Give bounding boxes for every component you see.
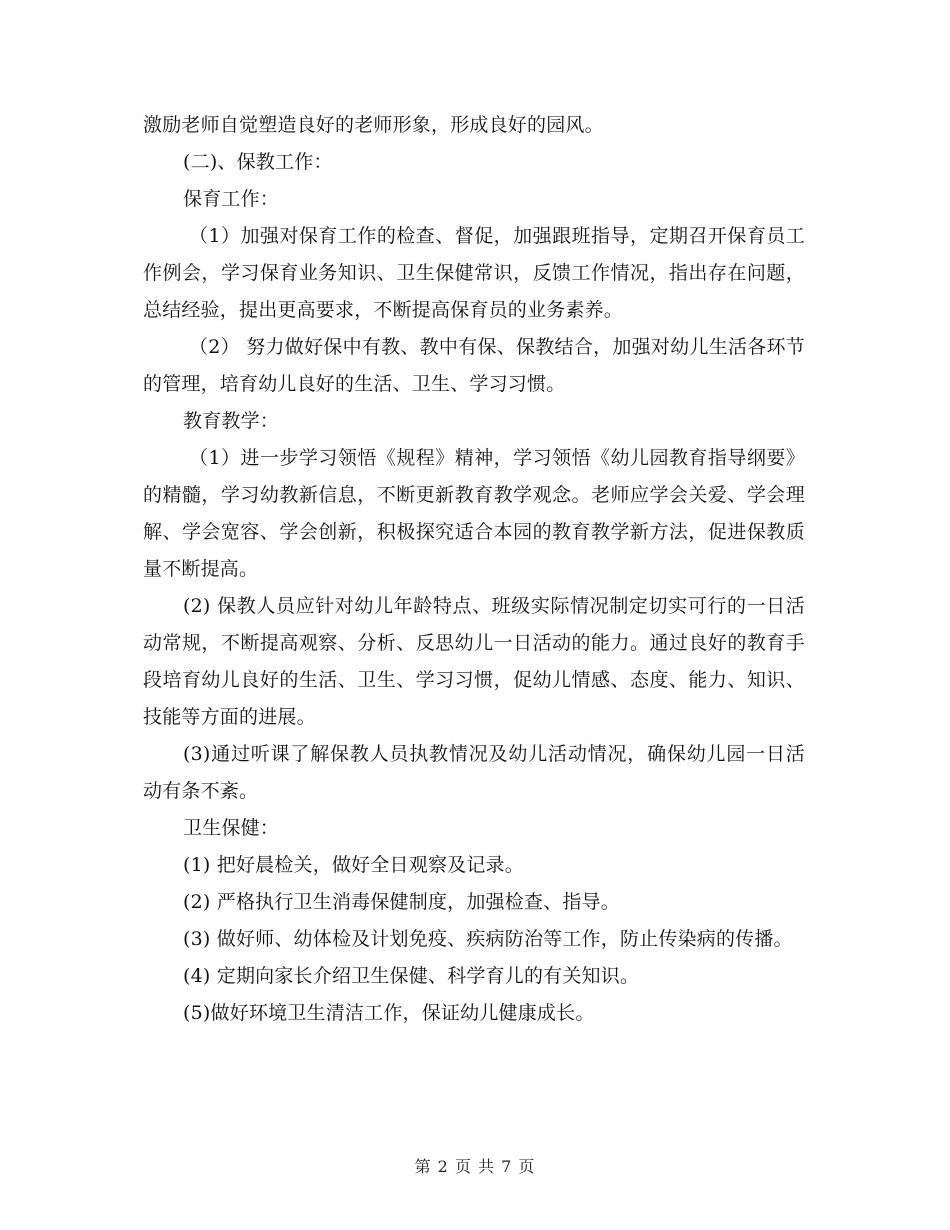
list-item: (2) 严格执行卫生消毒保健制度，加强检查、指导。: [183, 891, 620, 913]
subsection-heading: 教育教学：: [183, 410, 280, 432]
subsection-heading: 保育工作：: [183, 188, 280, 210]
paragraph: （1）加强对保育工作的检查、督促，加强跟班指导，定期召开保育员工作例会，学习保育业务知识、卫生保健常识，反馈工作情况，指出存在问题，总结经验，提出更高要求，不断提高保育员的业务素养。: [143, 225, 805, 321]
page-number-footer: 第 2 页 共 7 页: [414, 1157, 536, 1176]
subsection-heading: 卫生保健：: [183, 817, 280, 839]
list-item: (1) 把好晨检关，做好全日观察及记录。: [183, 854, 524, 876]
list-item: (5)做好环境卫生清洁工作，保证幼儿健康成长。: [183, 1002, 595, 1024]
document-body: [143, 107, 805, 1032]
paragraph: 激励老师自觉塑造良好的老师形象，形成良好的园风。: [143, 114, 604, 136]
paragraph: （1）进一步学习领悟《规程》精神，学习领悟《幼儿园教育指导纲要》的精髓，学习幼教新信息，不断更新教育教学观念。老师应学会关爱、学会理解、学会宽容、学会创新，积极探究适合本园的教育教学新方法，促进保教质量不断提高。: [143, 447, 805, 580]
section-heading: (二)、保教工作：: [183, 151, 333, 173]
paragraph: （2） 努力做好保中有教、教中有保、保教结合，加强对幼儿生活各环节的管理，培育幼儿良好的生活、卫生、学习习惯。: [143, 336, 805, 395]
list-item: (4) 定期向家长介绍卫生保健、科学育儿的有关知识。: [183, 965, 640, 987]
list-item: (3) 做好师、幼体检及计划免疫、疾病防治等工作，防止传染病的传播。: [183, 928, 793, 950]
paragraph: (2) 保教人员应针对幼儿年龄特点、班级实际情况制定切实可行的一日活动常规，不断提高观察、分析、反思幼儿一日活动的能力。通过良好的教育手段培育幼儿良好的生活、卫生、学习习惯，促幼儿情感、态度、能力、知识、技能等方面的进展。: [143, 595, 805, 728]
paragraph: (3)通过听课了解保教人员执教情况及幼儿活动情况，确保幼儿园一日活动有条不紊。: [143, 743, 805, 802]
